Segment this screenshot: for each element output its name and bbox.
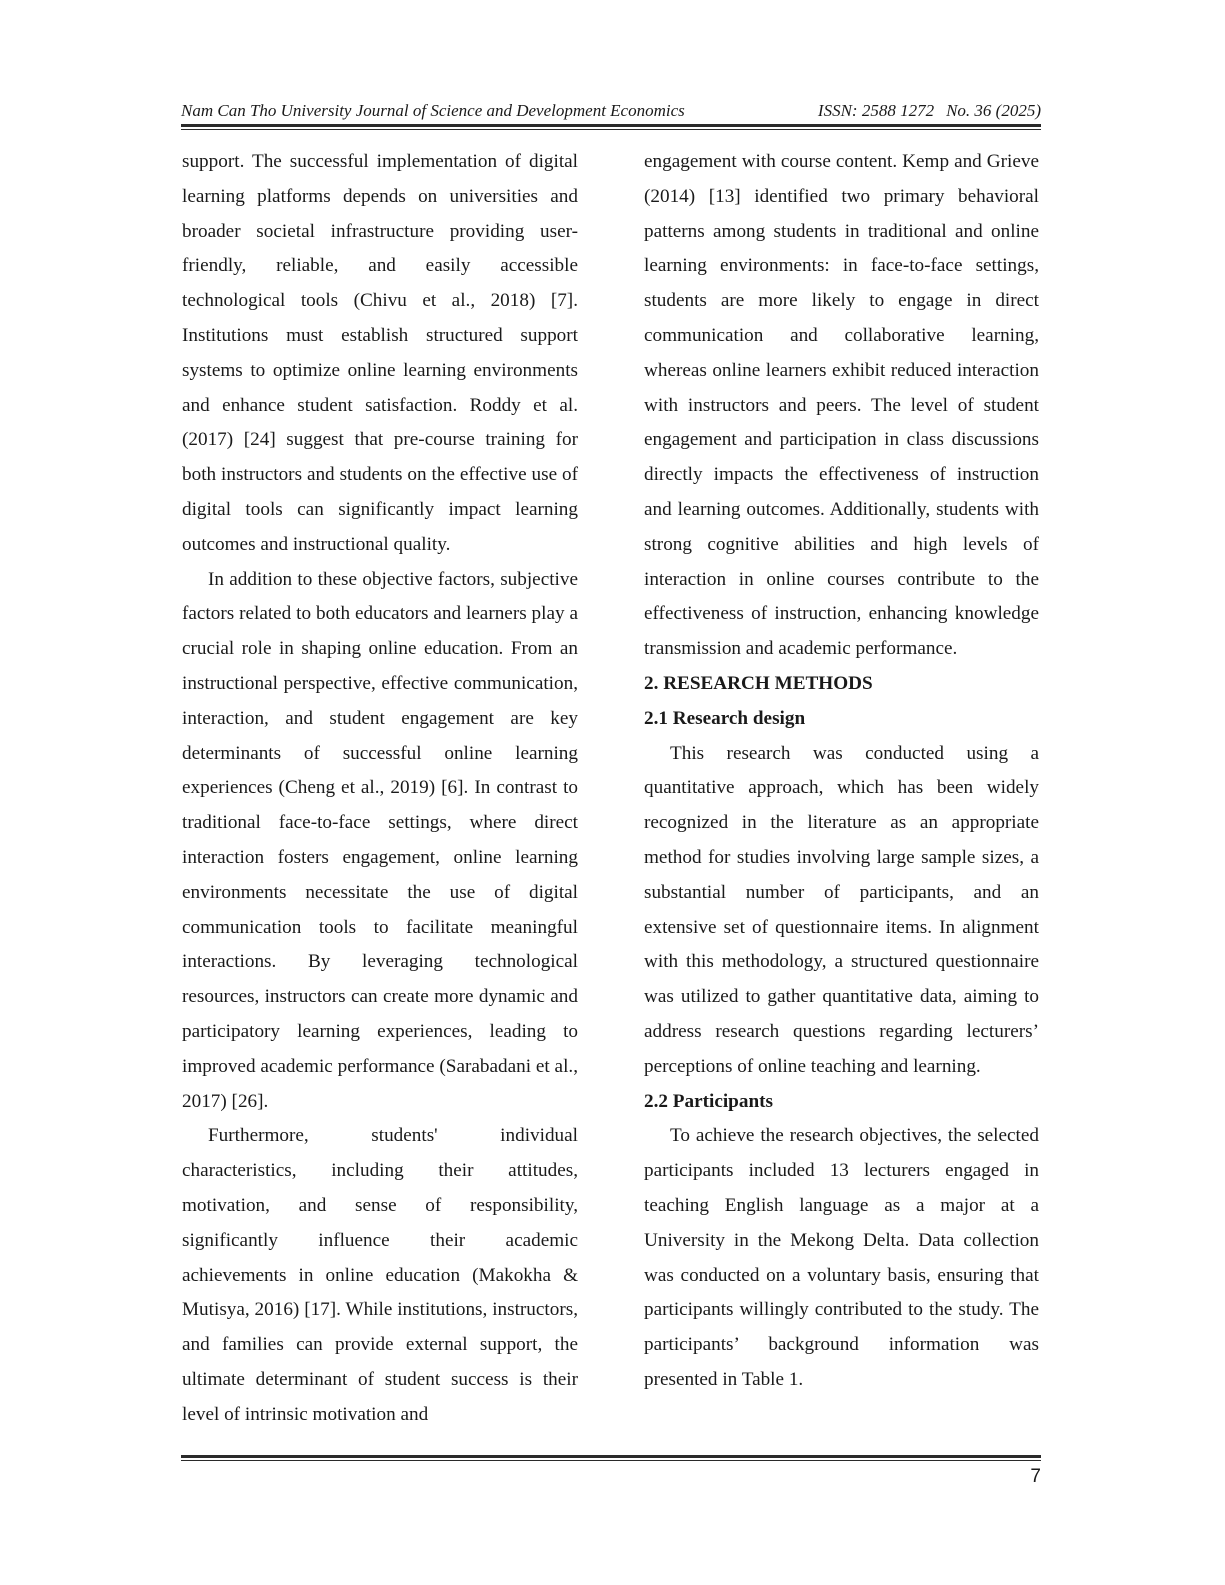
right-column	[644, 145, 1039, 1398]
paragraph-student-characteristics: Furthermore, students' individual characteristics, including their attitudes, motivation, and sense of responsibility, significantly influence their academic achievements in online education (Makokha & Mutisya, 2016) [17]. While institutions, instructors, and families can provide external support, the ultimate determinant of student success is their level of intrinsic motivation and	[182, 1125, 578, 1425]
journal-title: Nam Can Tho University Journal of Science and Development Economics	[181, 101, 685, 120]
paragraph-subjective-factors: In addition to these objective factors, subjective factors related to both educators and learners play a crucial role in shaping online education. From an instructional perspective, effective communication, interaction, and student engagement are key determinants of successful online learning experiences (Cheng et al., 2019) [6]. In contrast to traditional face-to-face settings, where direct interaction fosters engagement, online learning environments necessitate the use of digital communication tools to facilitate meaningful interactions. By leveraging technological resources, instructors can create more dynamic and participatory learning experiences, leading to improved academic performance (Sarabadani et al., 2017) [26].	[182, 568, 578, 1112]
paragraph-support: support. The successful implementation of digital learning platforms depends on universities and broader societal infrastructure providing user-friendly, reliable, and easily accessible technological tools (Chivu et al., 2018) [7]. Institutions must establish structured support systems to optimize online learning environments and enhance student satisfaction. Roddy et al. (2017) [24] suggest that pre-course training for both instructors and students on the effective use of digital tools can significantly impact learning outcomes and instructional quality.	[182, 151, 578, 555]
header-rule-thick	[181, 124, 1041, 127]
paragraph-engagement: engagement with course content. Kemp and Grieve (2014) [13] identified two primary behavioral patterns among students in traditional and online learning environments: in face-to-face settings, students are more likely to engage in direct communication and collaborative learning, whereas online learners exhibit reduced interaction with instructors and peers. The level of student engagement and participation in class discussions directly impacts the effectiveness of instruction and learning outcomes. Additionally, students with strong cognitive abilities and high levels of interaction in online courses contribute to the effectiveness of instruction, enhancing knowledge transmission and academic performance.	[644, 151, 1039, 660]
issn-label: ISSN: 2588 1272	[817, 101, 935, 120]
section-heading-research-methods: 2. RESEARCH METHODS	[644, 672, 873, 694]
paragraph-research-design: This research was conducted using a quantitative approach, which has been widely recognized in the literature as an appropriate method for studies involving large sample sizes, a substantial number of participants, and an extensive set of questionnaire items. In alignment with this methodology, a structured questionnaire was utilized to gather quantitative data, aiming to address research questions regarding lecturers’ perceptions of online teaching and learning.	[644, 742, 1039, 1077]
subsection-heading-research-design: 2.1 Research design	[644, 707, 806, 729]
header-rule-thin	[181, 129, 1041, 130]
issue-info	[818, 98, 1041, 124]
footer-rule-thick	[181, 1455, 1041, 1458]
running-header	[181, 98, 1041, 124]
left-column	[182, 145, 578, 1432]
paragraph-participants: To achieve the research objectives, the selected participants included 13 lecturers engaged in teaching English language as a major at a University in the Mekong Delta. Data collection was conducted on a voluntary basis, ensuring that participants willingly contributed to the study. The participants’ background information was presented in Table 1.	[644, 1125, 1039, 1390]
issue-number: No. 36 (2025)	[946, 101, 1041, 120]
subsection-heading-participants: 2.2 Participants	[644, 1090, 773, 1112]
footer-rule-thin	[181, 1460, 1041, 1461]
page-number: 7	[1030, 1466, 1041, 1487]
